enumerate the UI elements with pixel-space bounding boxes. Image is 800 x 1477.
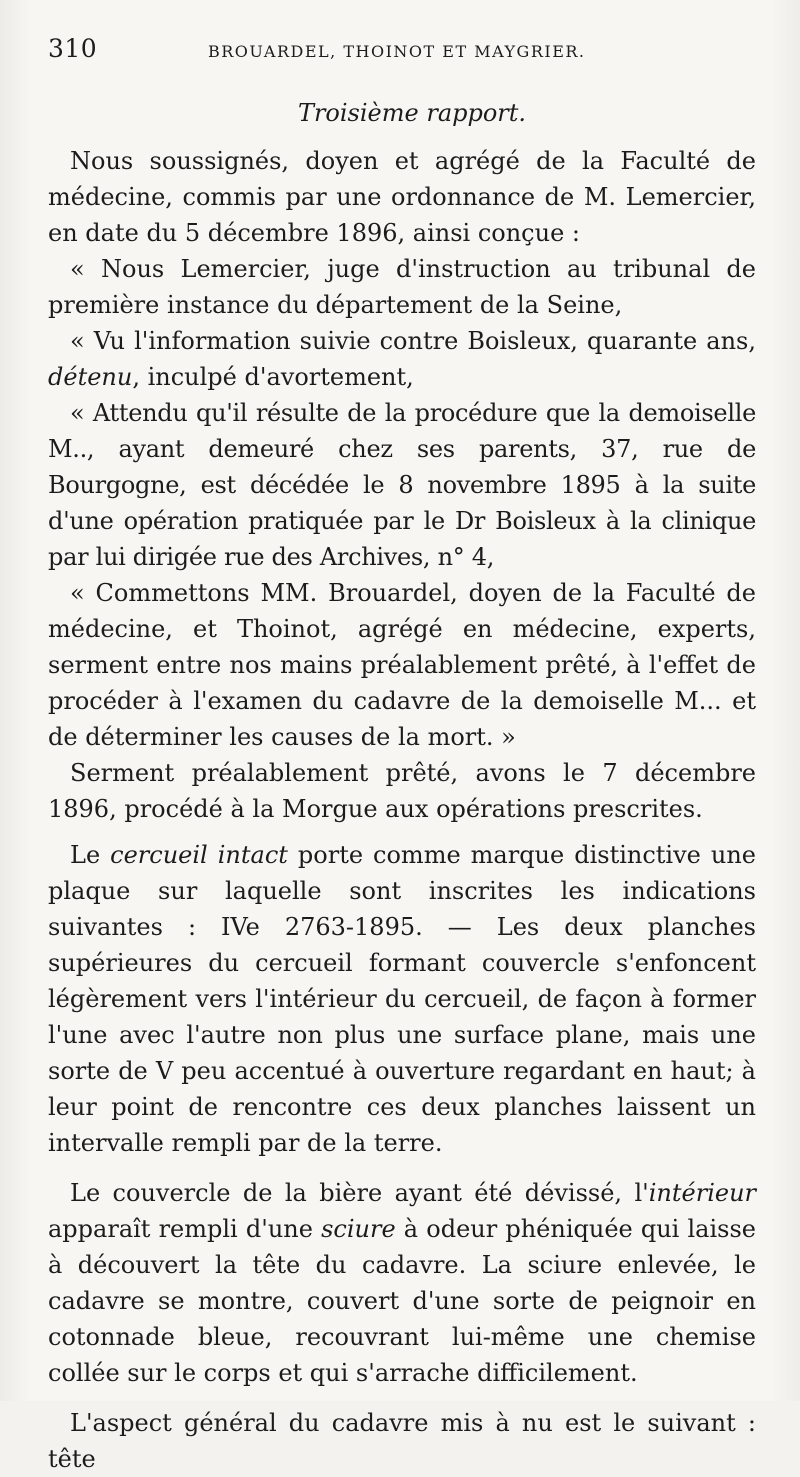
paragraph-cercueil xyxy=(48,837,756,1161)
paragraph-vu-information xyxy=(48,323,756,395)
paragraph-serment: Serment préalablement prêté, avons le 7 décembre 1896, procédé à la Morgue aux opérations prescrites. xyxy=(48,759,756,823)
text-segment: Le xyxy=(70,841,111,869)
paragraph-aspect-general: L'aspect général du cadavre mis à nu est le suivant : tête xyxy=(48,1409,756,1473)
italic-text: sciure xyxy=(321,1215,396,1243)
page-header xyxy=(48,34,756,68)
paragraph-intro: Nous soussignés, doyen et agrégé de la Faculté de médecine, commis par une ordonnance de M. Lemercier, en date du 5 décembre 1896, ainsi conçue : xyxy=(48,147,756,247)
text-segment: porte comme marque distinctive une plaque sur laquelle sont inscrites les indications suivantes : IVe 2763-1895. — Les deux planches supérieures du cercueil formant couvercle s'enfoncent légèrement vers l'intérieur du cercueil, de façon à former l'une avec l'autre non plus une surface plane, mais une sorte de V peu accentué à ouverture regardant en haut; à leur point de rencontre ces deux planches laissent un intervalle rempli par de la terre. xyxy=(48,841,756,1157)
text-segment: , inculpé d'avortement, xyxy=(132,363,414,391)
italic-text: intérieur xyxy=(648,1179,756,1207)
text-segment: « Vu l'information suivie contre Boisleux, quarante ans, xyxy=(70,327,756,355)
paragraph-couvercle xyxy=(48,1175,756,1391)
paragraph-attendu: « Attendu qu'il résulte de la procédure que la demoiselle M.., ayant demeuré chez ses parents, 37, rue de Bourgogne, est décédée le 8 novembre 1895 à la suite d'une opération pratiquée par le Dr Boisleux à la clinique par lui dirigée rue des Archives, n° 4, xyxy=(48,399,756,571)
italic-text: détenu xyxy=(48,363,133,391)
section-title: Troisième rapport. xyxy=(297,99,527,127)
paragraph-commettons: « Commettons MM. Brouardel, doyen de la Faculté de médecine, et Thoinot, agrégé en médecine, experts, serment entre nos mains préalablement prêté, à l'effet de procéder à l'examen du cadavre de la demoiselle M... et de déterminer les causes de la mort. » xyxy=(48,579,756,751)
page-number: 310 xyxy=(48,34,98,63)
text-segment: apparaît rempli d'une xyxy=(48,1215,322,1243)
italic-text: cercueil intact xyxy=(110,841,288,869)
running-head: BROUARDEL, THOINOT ET MAYGRIER. xyxy=(208,42,586,61)
text-segment: Le couvercle de la bière ayant été dévissé, l' xyxy=(70,1179,649,1207)
paragraph-ordonnance-opening: « Nous Lemercier, juge d'instruction au tribunal de première instance du département de la Seine, xyxy=(48,255,756,319)
text-segment: à odeur phéniquée qui laisse à découvert la tête du cadavre. La sciure enlevée, le cadavre se montre, couvert d'une sorte de peignoir en cotonnade bleue, recouvrant lui-même une chemise collée sur le corps et qui s'arrache difficilement. xyxy=(48,1215,756,1387)
